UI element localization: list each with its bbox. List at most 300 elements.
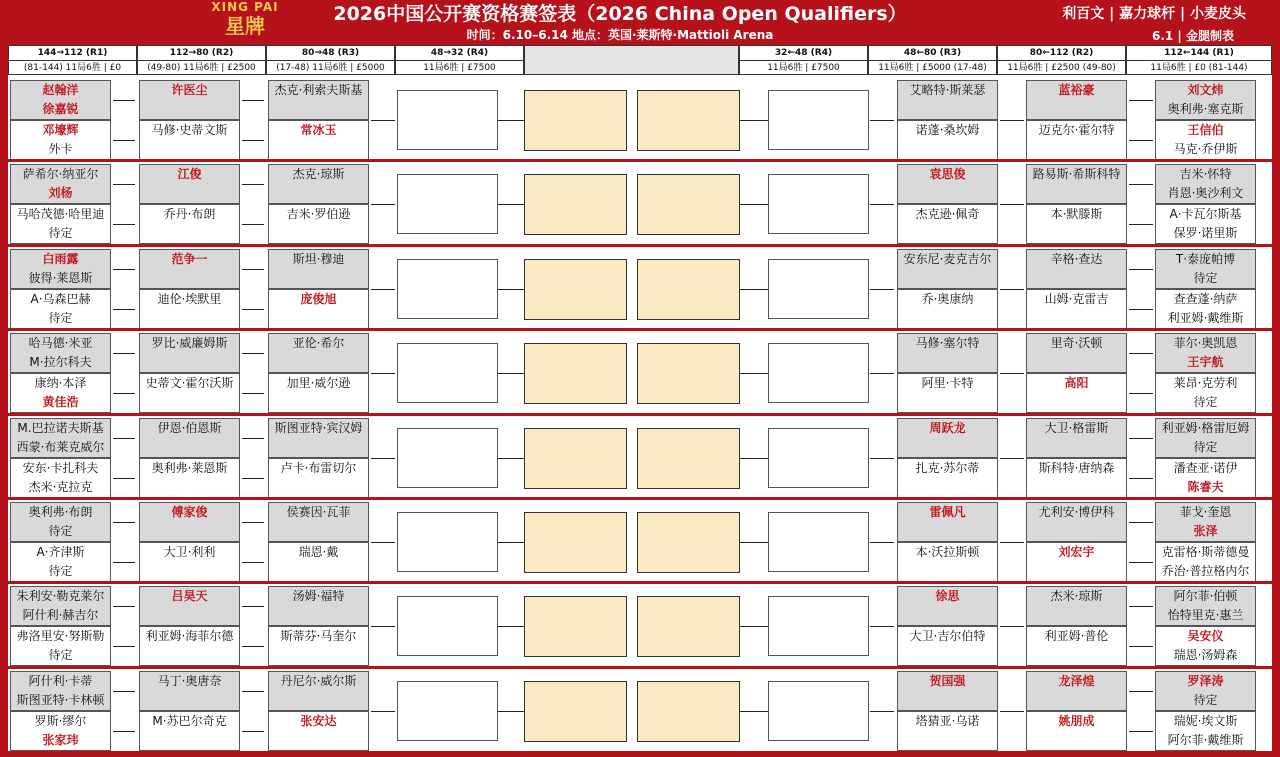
player-slot[interactable] [1155,164,1256,204]
player-name: 杰米·克拉克 [28,480,93,494]
player-slot[interactable] [897,373,998,413]
player-slot[interactable] [897,711,998,751]
draw-board [8,45,1272,751]
final-slot-left[interactable] [524,343,627,404]
bracket-line [498,120,524,121]
player-name [898,478,997,497]
player-name [269,731,368,750]
player-name [898,646,997,665]
player-name [140,269,239,288]
bracket-line [113,269,135,270]
player-slot[interactable] [1026,333,1127,373]
player-name: 迈克尔·霍尔特 [1038,123,1115,137]
player-name: 乔·奥康纳 [921,292,974,306]
player-name: 哈马德·米亚 [28,336,93,350]
player-name: 卢卡·布雷切尔 [280,461,357,475]
r4-winner-slot[interactable] [768,174,869,234]
round-header-info: (81-144) 11局6胜 | £0 [23,63,122,73]
bracket-line [113,646,135,647]
player-name: 尤利安·博伊科 [1038,505,1115,519]
r4-winner-slot[interactable] [397,512,498,572]
r4-winner-slot[interactable] [768,681,869,741]
player-slot[interactable] [139,80,240,120]
player-slot[interactable] [139,164,240,204]
player-slot[interactable] [1026,204,1127,244]
bracket-line [498,711,524,712]
round-header [266,45,395,75]
r4-winner-slot[interactable] [768,428,869,488]
bracket-line [498,204,524,205]
player-name: 塔猜亚·乌诺 [915,714,980,728]
final-slot-right[interactable] [637,428,740,489]
bracket-line [242,100,264,101]
player-name: 赵翰洋 [42,83,79,97]
bracket-line [113,438,135,439]
final-slot-right[interactable] [637,512,740,573]
player-name [140,140,239,159]
player-slot[interactable] [268,204,369,244]
player-slot[interactable] [268,671,369,711]
player-slot[interactable] [1155,542,1256,582]
player-slot[interactable] [268,80,369,120]
player-name: 奥利弗·布朗 [28,505,93,519]
player-name [140,309,239,328]
bracket-line [113,100,135,101]
player-slot[interactable] [10,502,111,542]
bracket-line [1000,711,1024,712]
final-slot-left[interactable] [524,681,627,742]
round-header-title: 48→32 (R4) [396,46,523,61]
bracket-line [1129,100,1153,101]
player-slot[interactable] [139,120,240,160]
player-name: 乔治·普拉格内尔 [1161,564,1250,578]
player-slot[interactable] [10,626,111,666]
player-name [140,691,239,710]
player-name: 待定 [48,524,73,538]
player-name: 瑞妮·埃文斯 [1173,714,1238,728]
player-slot[interactable] [10,542,111,582]
player-name [140,184,239,203]
player-slot[interactable] [1155,671,1256,711]
bracket-line [113,562,135,563]
player-slot[interactable] [1155,80,1256,120]
bracket-line [1000,204,1024,205]
player-slot[interactable] [139,418,240,458]
bracket-line [870,204,894,205]
player-name [898,731,997,750]
player-name: 克雷格·斯蒂德曼 [1161,545,1250,559]
player-slot[interactable] [1026,626,1127,666]
player-slot[interactable] [139,542,240,582]
player-name: 朱利安·勒克莱尔 [16,589,105,603]
bracket-line [1129,562,1153,563]
player-slot[interactable] [897,164,998,204]
player-name [1027,691,1126,710]
player-slot[interactable] [1155,120,1256,160]
player-name: 罗泽涛 [1187,674,1224,688]
player-slot[interactable] [268,249,369,289]
player-name: 许医尘 [171,83,208,97]
player-name: 奥利弗·塞克斯 [1167,102,1244,116]
bracket-line [113,606,135,607]
player-name: M.巴拉诺夫斯基 [17,421,104,435]
player-slot[interactable] [268,711,369,751]
player-slot[interactable] [897,80,998,120]
player-slot[interactable] [1155,204,1256,244]
r4-winner-slot[interactable] [397,596,498,656]
player-name [269,184,368,203]
player-name [1027,224,1126,243]
round-header [137,45,266,75]
player-name: 徐思 [935,589,960,603]
player-name: 本·默滕斯 [1050,207,1103,221]
bracket-line [242,140,264,141]
player-name: 王信伯 [1187,123,1224,137]
bracket-line [1129,309,1153,310]
player-name [1027,438,1126,457]
player-slot[interactable] [139,502,240,542]
player-name [269,606,368,625]
header [0,0,1280,44]
bracket-line [1129,522,1153,523]
final-slot-left[interactable] [524,90,627,151]
player-name [898,309,997,328]
player-slot[interactable] [1155,502,1256,542]
player-slot[interactable] [10,120,111,160]
player-slot[interactable] [897,502,998,542]
final-slot-right[interactable] [637,259,740,320]
round-header-info: 11局6胜 | £7500 [423,63,496,73]
player-name: 菲尔·奥凯恩 [1173,336,1238,350]
r4-winner-slot[interactable] [768,343,869,403]
bracket-line [113,224,135,225]
player-name: 弗洛里安·努斯勒 [16,629,105,643]
player-name: 杰克逊·佩奇 [915,207,980,221]
player-slot[interactable] [139,586,240,626]
player-slot[interactable] [897,249,998,289]
final-slot-left[interactable] [524,174,627,235]
player-name: 扎克·苏尔蒂 [915,461,980,475]
bracket-line [1129,140,1153,141]
bracket-line [1129,478,1153,479]
bracket-line [740,626,768,627]
bracket-divider [8,328,1272,331]
round-header-title: 144→112 (R1) [9,46,136,61]
r4-winner-slot[interactable] [397,174,498,234]
player-slot[interactable] [10,458,111,498]
r4-winner-slot[interactable] [768,512,869,572]
player-name: 外卡 [48,142,73,156]
player-name: 马修·史蒂文斯 [151,123,228,137]
player-name: 江俊 [177,167,202,181]
player-slot[interactable] [10,711,111,751]
final-slot-right[interactable] [637,174,740,235]
player-name: 待定 [1193,395,1218,409]
player-name [269,562,368,581]
player-name: 张家玮 [42,733,79,747]
player-name [269,646,368,665]
player-name [269,269,368,288]
player-name: 西蒙·布莱克威尔 [16,440,105,454]
logo-text-en: XING PAI [211,0,279,14]
player-slot[interactable] [139,373,240,413]
bracket-line [242,691,264,692]
player-name [140,731,239,750]
player-slot[interactable] [1026,289,1127,329]
bracket-line [1129,224,1153,225]
player-slot[interactable] [1155,333,1256,373]
bracket-line [740,542,768,543]
player-name: 徐嘉锐 [42,102,79,116]
bracket-line [1000,542,1024,543]
player-slot[interactable] [10,204,111,244]
player-name [140,646,239,665]
player-slot[interactable] [897,120,998,160]
player-name [898,606,997,625]
player-name: 怡特里克·惠兰 [1167,608,1244,622]
player-name: 加里·威尔逊 [286,376,351,390]
player-name [269,522,368,541]
bracket-line [242,731,264,732]
player-name: 迪伦·埃默里 [157,292,222,306]
player-slot[interactable] [139,626,240,666]
player-name: 周跃龙 [929,421,966,435]
bracket-line [371,458,395,459]
r4-winner-slot[interactable] [397,681,498,741]
player-slot[interactable] [897,204,998,244]
player-name: 罗斯·缪尔 [34,714,87,728]
player-slot[interactable] [10,418,111,458]
round-header [739,45,868,75]
logo-text-cn: 星牌 [225,14,265,38]
final-slot-left[interactable] [524,596,627,657]
final-slot-right[interactable] [637,596,740,657]
player-name [269,224,368,243]
player-slot[interactable] [268,120,369,160]
player-slot[interactable] [897,586,998,626]
player-slot[interactable] [268,458,369,498]
player-slot[interactable] [1155,586,1256,626]
final-slot-left[interactable] [524,259,627,320]
player-name: 袁思俊 [929,167,966,181]
player-slot[interactable] [1026,711,1127,751]
player-slot[interactable] [1026,586,1127,626]
player-name: 里奇·沃顿 [1050,336,1103,350]
player-slot[interactable] [139,249,240,289]
player-name: 斯蒂芬·马奎尔 [280,629,357,643]
player-name: 阿什利·赫吉尔 [22,608,99,622]
player-name: 阿什利·卡蒂 [28,674,93,688]
player-name [898,522,997,541]
player-slot[interactable] [897,289,998,329]
player-slot[interactable] [1026,120,1127,160]
round-header-title: 80→48 (R3) [267,46,394,61]
player-slot[interactable] [268,333,369,373]
player-slot[interactable] [1026,249,1127,289]
player-slot[interactable] [139,204,240,244]
bracket-line [113,309,135,310]
player-slot[interactable] [1155,289,1256,329]
r4-winner-slot[interactable] [397,428,498,488]
player-slot[interactable] [1155,626,1256,666]
bracket-line [242,562,264,563]
round-header [1126,45,1272,75]
player-name: 杰克·琼斯 [292,167,345,181]
round-header-title: 112→80 (R2) [138,46,265,61]
player-slot[interactable] [268,289,369,329]
bracket-line [113,393,135,394]
player-name: 吴安仪 [1187,629,1224,643]
bracket-line [242,606,264,607]
player-name: 菲戈·奎恩 [1179,505,1232,519]
player-name: 大卫·利利 [163,545,216,559]
bracket-line [870,542,894,543]
final-slot-right[interactable] [637,90,740,151]
player-slot[interactable] [268,502,369,542]
player-name: 安东·卡扎科夫 [22,461,99,475]
bracket-line [1000,626,1024,627]
r4-winner-slot[interactable] [768,259,869,319]
player-name: 汤姆·福特 [292,589,345,603]
player-name: 瑞恩·汤姆森 [1173,648,1238,662]
player-slot[interactable] [139,711,240,751]
bracket-line [870,711,894,712]
player-slot[interactable] [897,333,998,373]
event-time-location: 时间：6.10–6.14 地点：英国·莱斯特·Mattioli Arena [466,28,774,42]
bracket-line [113,691,135,692]
round-header-info: 11局6胜 | £5000 (17-48) [878,63,987,73]
player-name: 莱昂·克劳利 [1173,376,1238,390]
bracket-line [371,626,395,627]
player-slot[interactable] [897,542,998,582]
bracket-line [498,289,524,290]
player-slot[interactable] [1026,458,1127,498]
bracket-line [1129,646,1153,647]
player-slot[interactable] [268,586,369,626]
player-slot[interactable] [268,626,369,666]
bracket-line [498,458,524,459]
player-name [1027,100,1126,119]
r4-winner-slot[interactable] [397,90,498,150]
player-name: 范争一 [171,252,208,266]
r4-winner-slot[interactable] [397,343,498,403]
bracket-divider [8,159,1272,162]
round-header-info: 11局6胜 | £7500 [767,63,840,73]
player-slot[interactable] [139,671,240,711]
player-name: 山姆·克雷吉 [1044,292,1109,306]
player-slot[interactable] [10,80,111,120]
player-slot[interactable] [10,164,111,204]
player-name: 路易斯·希斯科特 [1032,167,1121,181]
player-name [1027,140,1126,159]
player-slot[interactable] [268,373,369,413]
player-name [140,100,239,119]
player-slot[interactable] [1155,418,1256,458]
player-slot[interactable] [1026,542,1127,582]
player-slot[interactable] [1155,249,1256,289]
player-name: T·泰庞帕博 [1175,252,1236,266]
player-name: 奥利弗·莱恩斯 [151,461,228,475]
final-slot-right[interactable] [637,343,740,404]
player-name: 蓝裕豪 [1058,83,1095,97]
final-slot-right[interactable] [637,681,740,742]
player-name [1027,353,1126,372]
player-name: 待定 [1193,440,1218,454]
player-slot[interactable] [10,671,111,711]
bracket-line [371,289,395,290]
player-name: 诺蓬·桑坎姆 [915,123,980,137]
round-header-info: 11局6胜 | £2500 (49-80) [1007,63,1116,73]
player-slot[interactable] [268,542,369,582]
player-slot[interactable] [1026,164,1127,204]
player-slot[interactable] [10,333,111,373]
player-name [140,522,239,541]
player-slot[interactable] [1026,80,1127,120]
player-slot[interactable] [10,249,111,289]
r4-winner-slot[interactable] [397,259,498,319]
r4-winner-slot[interactable] [768,90,869,150]
bracket-divider [8,497,1272,500]
player-slot[interactable] [897,626,998,666]
player-slot[interactable] [10,289,111,329]
player-slot[interactable] [268,418,369,458]
r4-winner-slot[interactable] [768,596,869,656]
player-slot[interactable] [897,418,998,458]
player-name [269,353,368,372]
player-slot[interactable] [1155,373,1256,413]
round-header-info: 11局6胜 | £0 (81-144) [1150,63,1248,73]
bracket-line [242,269,264,270]
player-name: 斯科特·唐纳森 [1038,461,1115,475]
player-slot[interactable] [268,164,369,204]
player-name: 雷佩凡 [929,505,966,519]
player-slot[interactable] [897,671,998,711]
player-name: 邓壕辉 [42,123,79,137]
player-name: 刘文炜 [1187,83,1224,97]
round-header [997,45,1126,75]
player-name: 斯坦·穆迪 [292,252,345,266]
bracket-line [1129,606,1153,607]
bracket-line [1129,393,1153,394]
player-name: 萨希尔·纳亚尔 [22,167,99,181]
player-name [269,478,368,497]
player-slot[interactable] [1026,502,1127,542]
final-slot-left[interactable] [524,512,627,573]
player-name: 侯赛因·瓦菲 [286,505,351,519]
bracket-line [371,542,395,543]
player-slot[interactable] [10,586,111,626]
player-name: 利亚姆·普伦 [1044,629,1109,643]
player-name: 待定 [48,648,73,662]
player-slot[interactable] [1026,671,1127,711]
player-slot[interactable] [139,458,240,498]
final-slot-left[interactable] [524,428,627,489]
bracket-line [242,353,264,354]
player-name [898,269,997,288]
player-slot[interactable] [10,373,111,413]
player-name: 张泽 [1193,524,1218,538]
player-slot[interactable] [1155,711,1256,751]
player-slot[interactable] [1026,373,1127,413]
player-name: 斯图亚特·卡林顿 [16,693,105,707]
player-slot[interactable] [1155,458,1256,498]
player-slot[interactable] [897,458,998,498]
player-slot[interactable] [139,333,240,373]
player-slot[interactable] [1026,418,1127,458]
player-name: 利亚姆·戴维斯 [1167,311,1244,325]
bracket-line [113,522,135,523]
player-slot[interactable] [139,289,240,329]
